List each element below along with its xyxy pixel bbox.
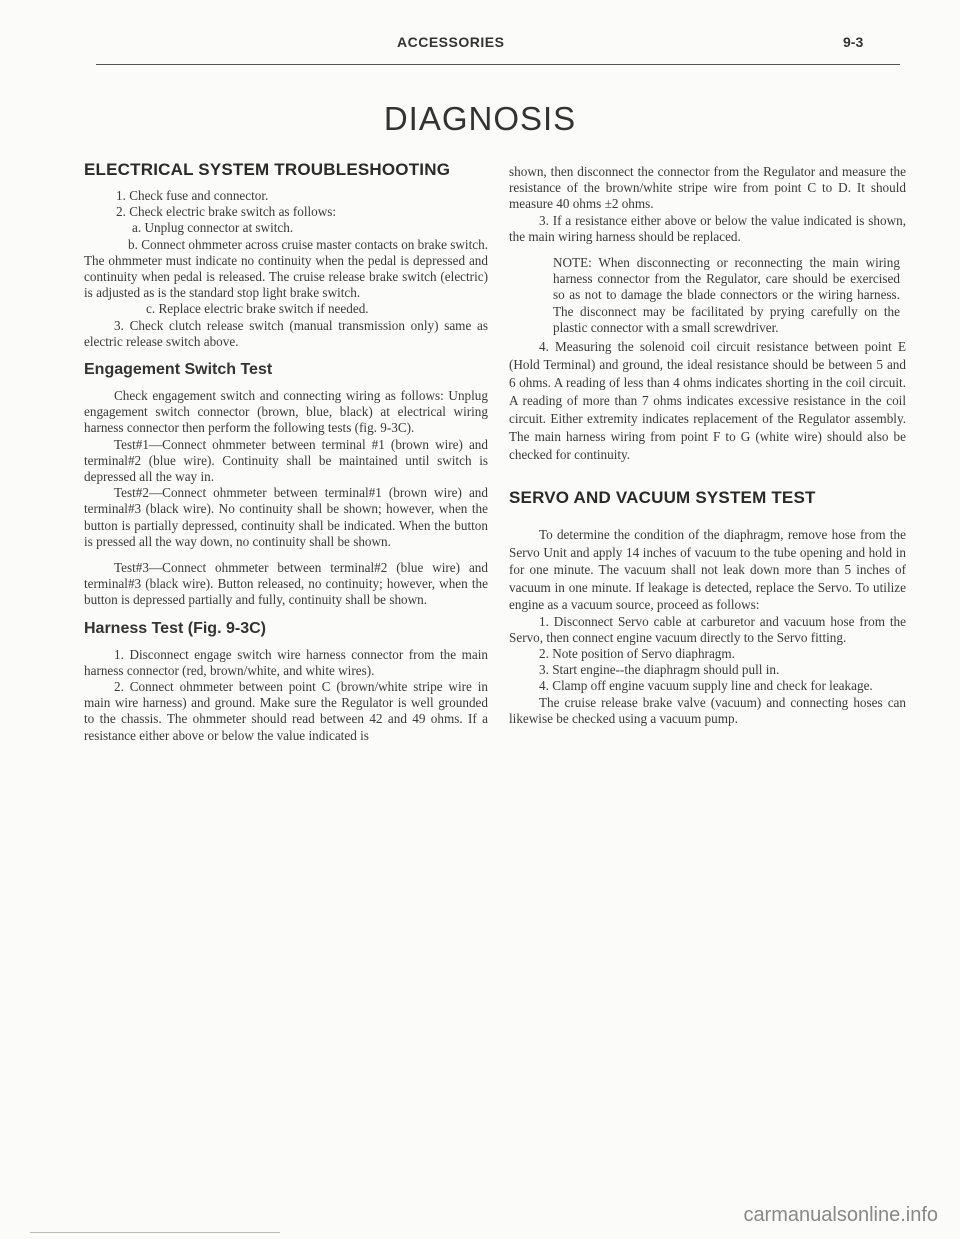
servo-step-4: 4. Clamp off engine vacuum supply line and check for leakage.	[539, 678, 873, 694]
harness-step-2: 2. Connect ohmmeter between point C (brown/white stripe wire in main wire harness) and ground. Make sure the Regulator is well grounded to the chassis. The ohmmeter should read between 42 and 49 ohms. If a resistance either above or below the value indicated is	[84, 679, 488, 743]
right-column	[509, 164, 906, 727]
page-number: 9-3	[843, 34, 864, 50]
electrical-heading: ELECTRICAL SYSTEM TROUBLESHOOTING	[84, 160, 451, 179]
step-3: 3. Check clutch release switch (manual transmission only) same as electric release switch above.	[84, 317, 488, 349]
step-2a: a. Unplug connector at switch.	[132, 220, 294, 236]
servo-intro: To determine the condition of the diaphragm, remove hose from the Servo Unit and apply 14 inches of vacuum to the tube opening and hold in for one minute. The vacuum shall not leak down more than 5 inches of vacuum in one minute. If leakage is detected, replace the Servo. To utilize engine as a vacuum source, proceed as follows:	[509, 527, 906, 613]
test-1: Test#1—Connect ohmmeter between terminal #1 (brown wire) and terminal#2 (blue wire). Continuity shall be maintained until switch is depressed all the way in.	[84, 436, 488, 485]
watermark-text: carmanualsonline.info	[743, 1204, 938, 1226]
engagement-intro: Check engagement switch and connecting wiring as follows: Unplug engagement switch connector (brown, blue, black) at electrical wiring harness connector then perform the following tests (fig. 9-3C).	[84, 388, 488, 436]
harness-step-3: 3. If a resistance either above or below the value indicated is shown, the main wiring harness should be replaced.	[509, 212, 906, 244]
step-2b: b. Connect ohmmeter across cruise master contacts on brake switch. The ohmmeter must indicate no continuity when the pedal is depressed and continuity when pedal is released. The cruise release brake switch (electric) is adjusted as is the standard stop light brake switch.	[84, 236, 488, 301]
harness-step-4: 4. Measuring the solenoid coil circuit resistance between point E (Hold Terminal) and ground, the ideal resistance should be between 5 and 6 ohms. A reading of less than 4 ohms indicates shorting in the coil circuit. A reading of more than 7 ohms indicates excessive resistance in the coil circuit. Either extremity indicates replacement of the Regulator assembly. The main harness wiring from point F to G (white wire) should also be checked for continuity.	[509, 339, 906, 463]
bottom-rule	[30, 1232, 280, 1233]
step-2: 2. Check electric brake switch as follows:	[116, 204, 337, 220]
servo-closing: The cruise release brake valve (vacuum) and connecting hoses can likewise be checked using a vacuum pump.	[509, 694, 906, 726]
page-title: DIAGNOSIS	[383, 100, 577, 137]
servo-step-3: 3. Start engine--the diaphragm should pull in.	[539, 662, 780, 678]
harness-heading: Harness Test (Fig. 9-3C)	[84, 619, 266, 637]
header-rule	[96, 64, 900, 65]
servo-heading: SERVO AND VACUUM SYSTEM TEST	[509, 488, 816, 508]
page-header	[0, 34, 960, 58]
test-3: Test#3—Connect ohmmeter between terminal#2 (blue wire) and terminal#3 (black wire). Button released, no continuity; however, when the button is depressed partially and fully, continuity shall be shown.	[84, 560, 488, 608]
engagement-heading: Engagement Switch Test	[84, 361, 273, 379]
harness-continued: shown, then disconnect the connector from the Regulator and measure the resistance of the brown/white stripe wire from point C to D. It should measure 40 ohms ±2 ohms.	[509, 164, 906, 212]
servo-step-1: 1. Disconnect Servo cable at carburetor and vacuum hose from the Servo, then connect engine vacuum directly to the Servo fitting.	[509, 613, 906, 645]
step-2c: c. Replace electric brake switch if needed.	[146, 301, 369, 317]
step-1: 1. Check fuse and connector.	[116, 188, 269, 203]
test-2: Test#2—Connect ohmmeter between terminal#1 (brown wire) and terminal#3 (black wire). No continuity shall be shown; however, when the button is partially depressed, continuity shall be indicated. When the button is pressed all the way down, no continuity shall be shown.	[84, 485, 488, 549]
harness-step-1: 1. Disconnect engage switch wire harness connector from the main harness connector (red, brown/white, and white wires).	[84, 646, 488, 678]
section-title: ACCESSORIES	[397, 34, 505, 50]
note: NOTE: When disconnecting or reconnecting the main wiring harness connector from the Regulator, care should be exercised so as not to damage the blade connectors or the wiring harness. The disconnect may be facilitated by prying carefully on the plastic connector with a small screwdriver.	[553, 255, 900, 335]
left-column	[84, 160, 488, 744]
servo-step-2: 2. Note position of Servo diaphragm.	[539, 645, 735, 661]
